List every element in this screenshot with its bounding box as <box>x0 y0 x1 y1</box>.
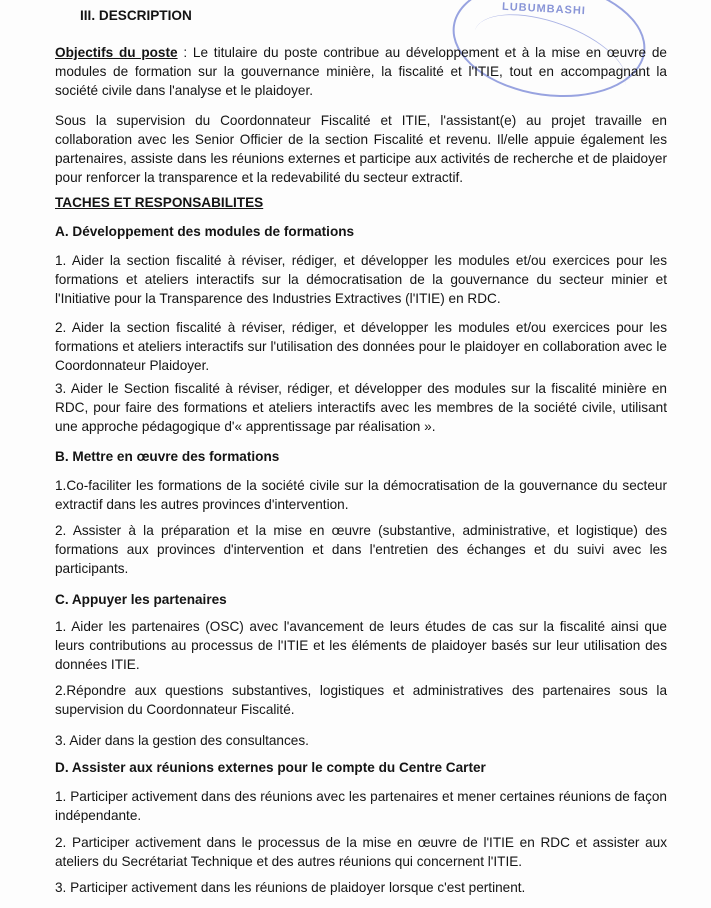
supervision-paragraph: Sous la supervision du Coordonnateur Fiscalité et ITIE, l'assistant(e) au projet travaille en collaboration avec les Senior Officier de la section Fiscalité et revenu. Il/elle appuie également les partenaires, assiste dans les réunions externes et participe aux activités de recherche et de plaidoyer pour renforcer la transparence et la redevabilité du secteur extractif. <box>55 113 667 185</box>
stamp-city: LUBUMBASHI <box>501 0 587 18</box>
section-a-item-1: 1. Aider la section fiscalité à réviser, rédiger, et développer les modules et/ou exercices pour les formations et ateliers interactifs sur la démocratisation de la gouvernance du secteur minier et l'Initiative pour la Transparence des Industries Extractives (l'ITIE) en RDC. <box>55 253 667 306</box>
section-d-heading: D. Assister aux réunions externes pour le compte du Centre Carter <box>55 760 486 775</box>
section-c-item-2: 2.Répondre aux questions substantives, logistiques et administratives des partenaires sous la supervision du Coordonnateur Fiscalité. <box>55 683 667 717</box>
section-d-item-1: 1. Participer activement dans des réunions avec les partenaires et mener certaines réunions de façon indépendante. <box>55 789 667 823</box>
objectives-paragraph <box>55 43 667 100</box>
section-c-heading: C. Appuyer les partenaires <box>55 592 227 607</box>
section-b-item-2: 2. Assister à la préparation et la mise en œuvre (substantive, administrative, et logistique) des formations aux provinces d'intervention et dans l'entretien des échanges et du suivi avec les participants. <box>55 523 667 576</box>
section-a-item-2: 2. Aider la section fiscalité à réviser, rédiger, et développer les modules et/ou exercices pour les formations et ateliers interactifs sur l'utilisation des données pour le plaidoyer en collaboration avec le Coordonnateur Plaidoyer. <box>55 320 667 373</box>
section-c-item-1: 1. Aider les partenaires (OSC) avec l'avancement de leurs études de cas sur la fiscalité ainsi que leurs contributions au processus de l'ITIE et les éléments de plaidoyer basés sur leur utilisation des données ITIE. <box>55 619 667 672</box>
section-a-item-3: 3. Aider le Section fiscalité à réviser, rédiger, et développer des modules sur la fiscalité minière en RDC, pour faire des formations et ateliers interactifs avec les membres de la société civile, utilisant une approche pédagogique d'« apprentissage par réalisation ». <box>55 381 667 434</box>
section-a-heading: A. Développement des modules de formations <box>55 224 355 239</box>
objectives-label: Objectifs du poste <box>55 45 178 60</box>
section-d-item-2: 2. Participer activement dans le processus de la mise en œuvre de l'ITIE en RDC et assister aux ateliers du Secrétariat Technique et des autres réunions qui concernent l'ITIE. <box>55 835 667 869</box>
section-b-heading: B. Mettre en œuvre des formations <box>55 449 280 464</box>
objectives-text: : Le titulaire du poste contribue au développement et à la mise en œuvre de modules de formation sur la gouvernance minière, la fiscalité et l'ITIE, tout en accompagnant la société civile dans l'analyse et le plaidoyer. <box>55 45 667 98</box>
section-heading: III. DESCRIPTION <box>80 8 192 23</box>
tasks-heading: TACHES ET RESPONSABILITES <box>55 195 264 210</box>
section-b-item-1: 1.Co-faciliter les formations de la société civile sur la démocratisation de la gouvernance du secteur extractif dans les autres provinces d'intervention. <box>55 478 667 512</box>
section-c-item-3: 3. Aider dans la gestion des consultances. <box>55 733 309 748</box>
section-d-item-3: 3. Participer activement dans les réunions de plaidoyer lorsque c'est pertinent. <box>55 880 526 895</box>
